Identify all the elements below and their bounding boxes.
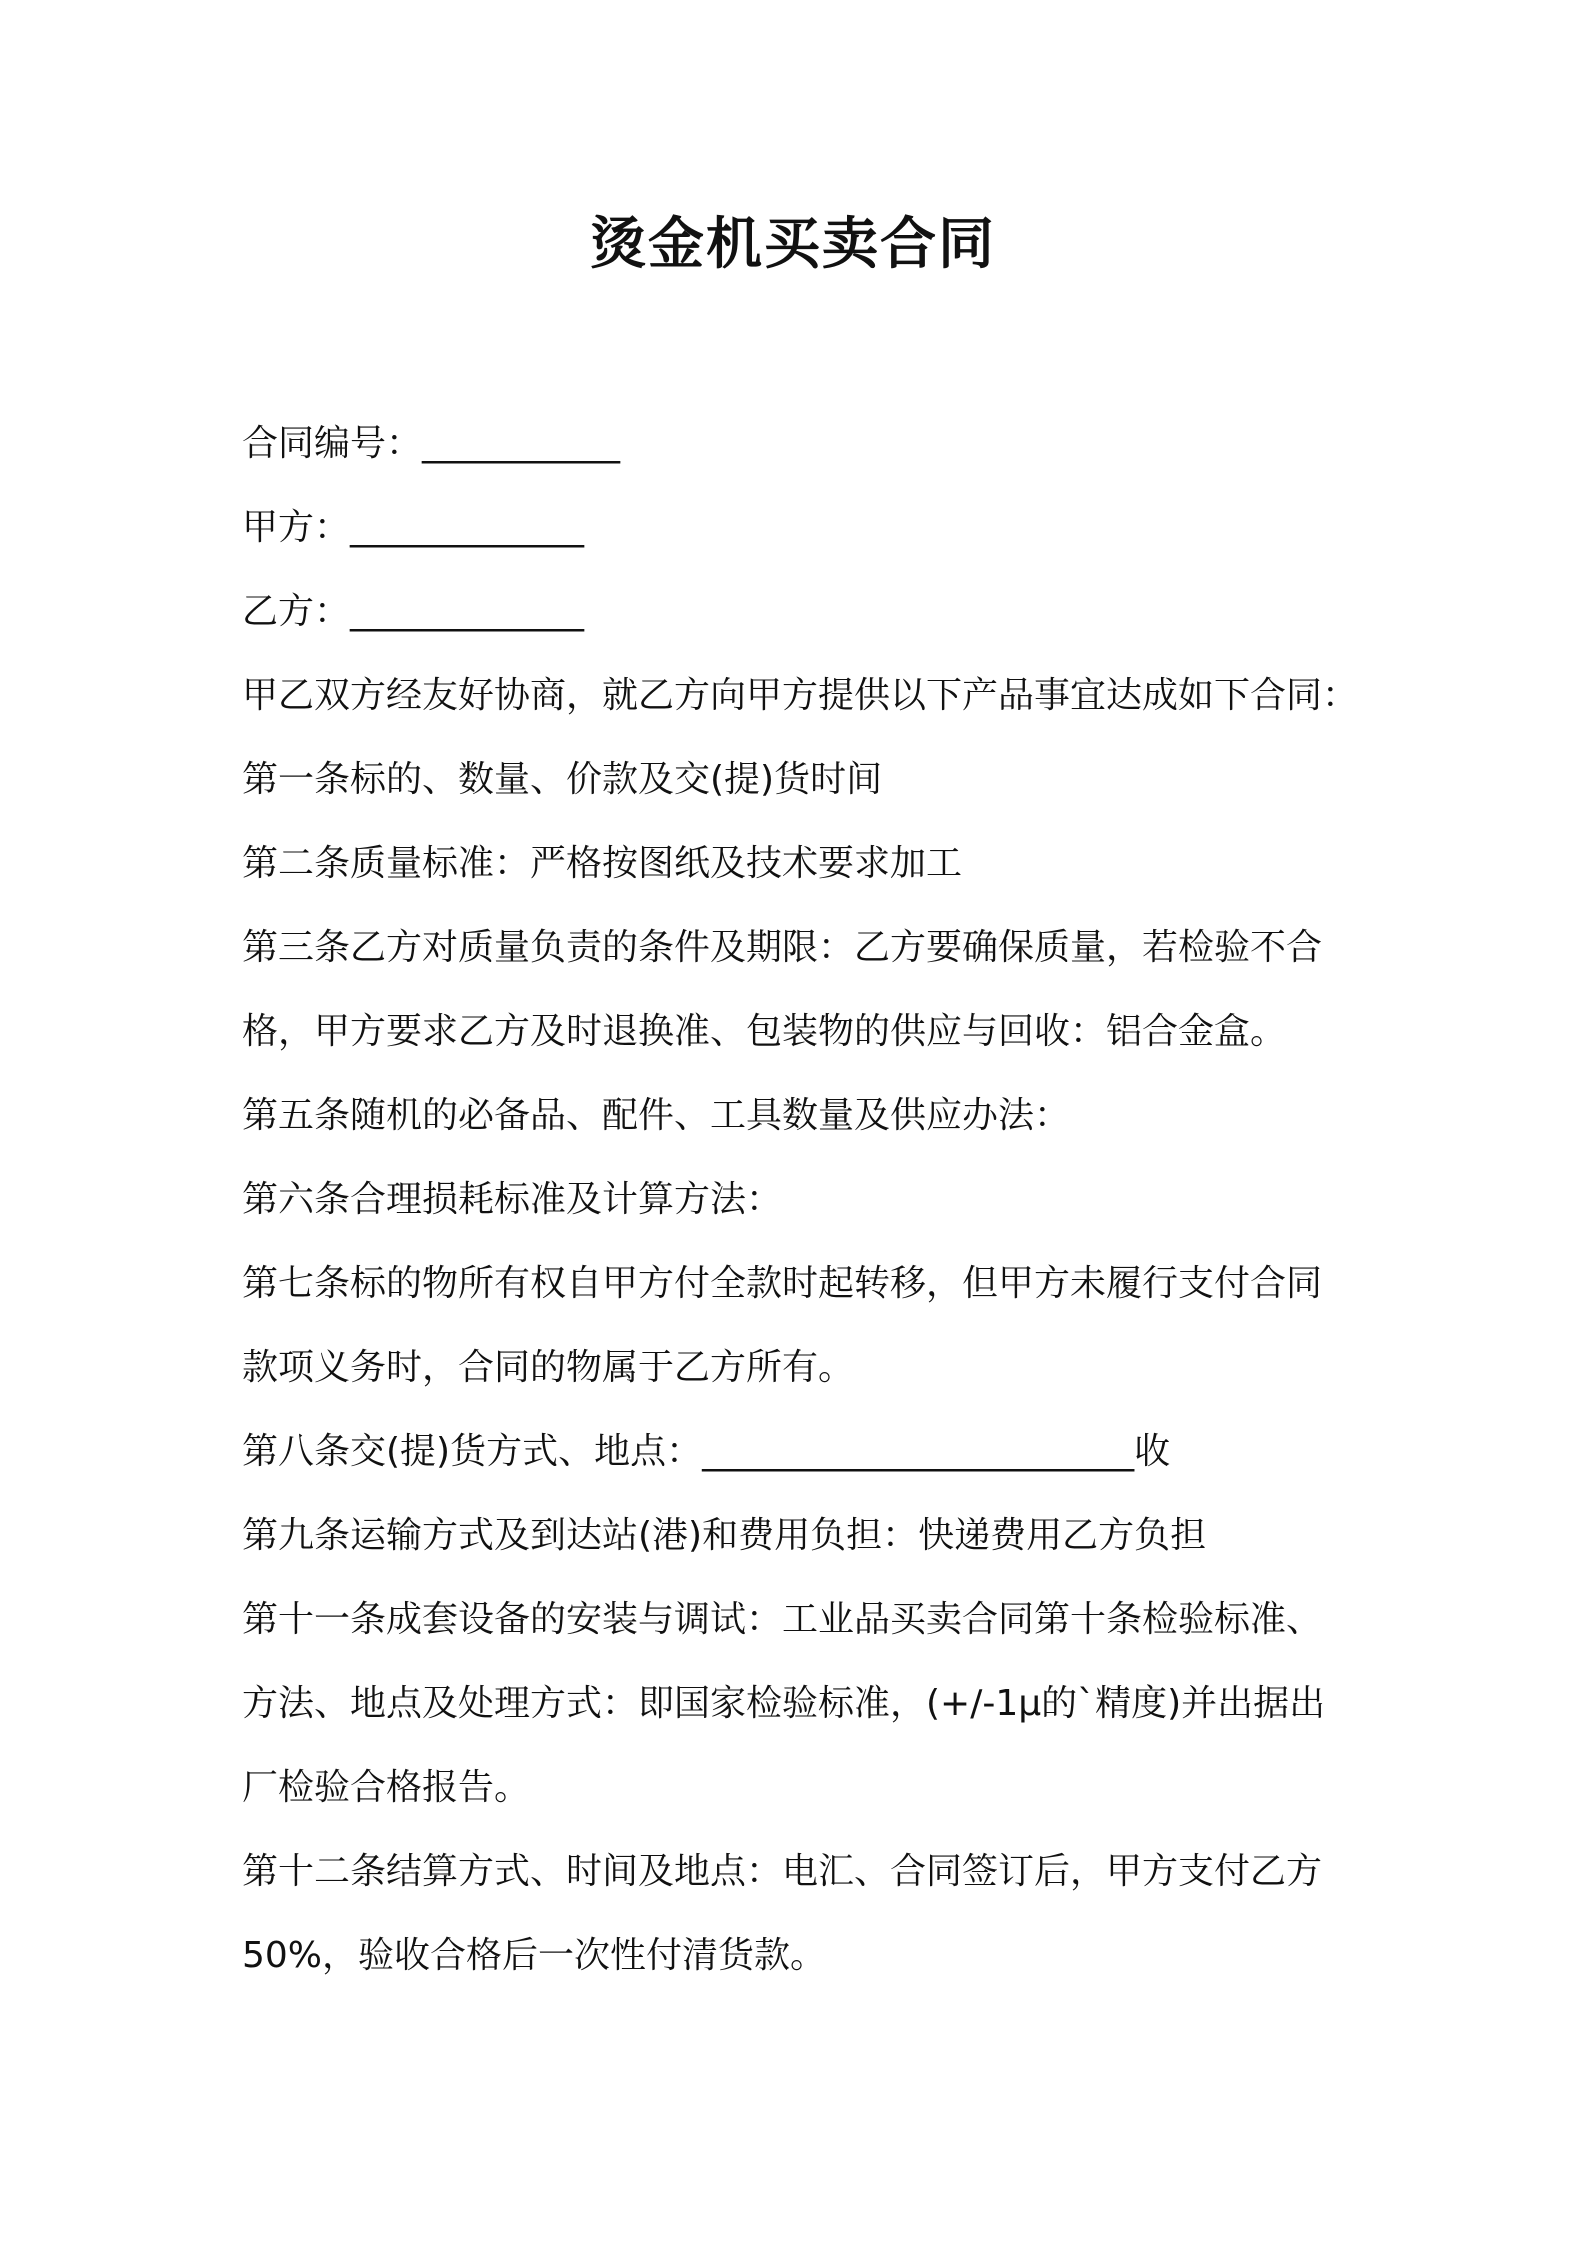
article-8-line: 第八条交(提)货方式、地点：________________________收 (242, 1431, 1171, 1472)
article-3-continued-line: 格，甲方要求乙方及时退换准、包装物的供应与回收：铝合金盒。 (242, 1011, 1287, 1052)
article-12-continued-line: 50%，验收合格后一次性付清货款。 (242, 1935, 827, 1976)
document-title: 烫金机买卖合同 (590, 212, 996, 277)
article-3-line: 第三条乙方对质量负责的条件及期限：乙方要确保质量，若检验不合 (242, 927, 1323, 968)
party-b-line: 乙方：_____________ (242, 591, 585, 632)
article-11-continued-line: 方法、地点及处理方式：即国家检验标准，(+/-1μ的`精度)并出据出 (242, 1683, 1326, 1724)
article-2-line: 第二条质量标准：严格按图纸及技术要求加工 (242, 843, 963, 884)
article-11-line: 第十一条成套设备的安装与调试：工业品买卖合同第十条检验标准、 (242, 1599, 1323, 1640)
preamble-line: 甲乙双方经友好协商，就乙方向甲方提供以下产品事宜达成如下合同： (242, 675, 1359, 716)
article-12-line: 第十二条结算方式、时间及地点：电汇、合同签订后，甲方支付乙方 (242, 1851, 1323, 1892)
article-1-line: 第一条标的、数量、价款及交(提)货时间 (242, 759, 883, 800)
article-5-line: 第五条随机的必备品、配件、工具数量及供应办法： (242, 1095, 1071, 1136)
article-9-line: 第九条运输方式及到达站(港)和费用负担：快递费用乙方负担 (242, 1515, 1207, 1556)
article-6-line: 第六条合理损耗标准及计算方法： (242, 1179, 783, 1220)
article-7-continued-line: 款项义务时，合同的物属于乙方所有。 (242, 1347, 855, 1388)
document-body (242, 402, 1362, 1998)
article-7-line: 第七条标的物所有权自甲方付全款时起转移，但甲方未履行支付合同 (242, 1263, 1323, 1304)
party-a-line: 甲方：_____________ (242, 507, 585, 548)
article-11-end-line: 厂检验合格报告。 (242, 1767, 531, 1808)
contract-number-line: 合同编号：___________ (242, 423, 621, 464)
